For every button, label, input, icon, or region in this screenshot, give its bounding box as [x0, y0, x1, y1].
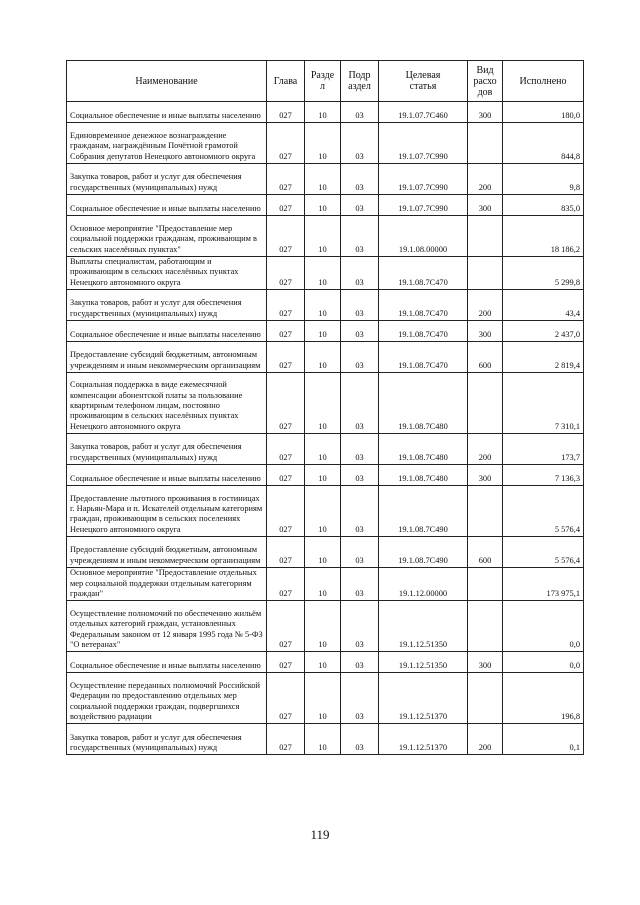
cell-glava: 027	[267, 724, 305, 755]
cell-target: 19.1.08.7С490	[379, 537, 468, 568]
header-glava	[267, 61, 305, 102]
cell-executed: 2 437,0	[503, 321, 584, 342]
cell-glava: 027	[267, 195, 305, 216]
cell-podrazdel: 03	[341, 164, 379, 195]
cell-executed: 0,0	[503, 652, 584, 673]
cell-name: Социальное обеспечение и иные выплаты населению	[67, 102, 267, 123]
cell-target: 19.1.08.7С490	[379, 486, 468, 537]
cell-vid: 200	[468, 724, 503, 755]
header-executed	[503, 61, 584, 102]
cell-razdel: 10	[305, 290, 341, 321]
cell-podrazdel: 03	[341, 216, 379, 257]
cell-name: Социальное обеспечение и иные выплаты населению	[67, 465, 267, 486]
cell-razdel: 10	[305, 123, 341, 164]
cell-vid	[468, 216, 503, 257]
cell-name: Предоставление субсидий бюджетным, автономным учреждениям и иным некоммерческим организациям	[67, 342, 267, 373]
cell-podrazdel: 03	[341, 537, 379, 568]
header-line: дов	[477, 86, 493, 98]
cell-glava: 027	[267, 673, 305, 724]
cell-razdel: 10	[305, 195, 341, 216]
cell-vid: 300	[468, 195, 503, 216]
cell-glava: 027	[267, 321, 305, 342]
cell-target: 19.1.08.7С480	[379, 373, 468, 434]
cell-target: 19.1.08.7С470	[379, 321, 468, 342]
cell-name: Закупка товаров, работ и услуг для обеспечения государственных (муниципальных) нужд	[67, 724, 267, 755]
table-row	[67, 257, 584, 290]
cell-glava: 027	[267, 290, 305, 321]
cell-executed: 7 136,3	[503, 465, 584, 486]
cell-razdel: 10	[305, 537, 341, 568]
table-row	[67, 164, 584, 195]
page-number: 119	[310, 827, 330, 842]
cell-podrazdel: 03	[341, 486, 379, 537]
cell-vid: 300	[468, 321, 503, 342]
cell-razdel: 10	[305, 342, 341, 373]
cell-target: 19.1.08.00000	[379, 216, 468, 257]
cell-glava: 027	[267, 373, 305, 434]
cell-podrazdel: 03	[341, 373, 379, 434]
budget-table	[66, 60, 584, 755]
header-line: Подр	[348, 70, 371, 81]
header-line: расхо	[473, 75, 497, 87]
cell-name: Основное мероприятие "Предоставление отдельных мер социальной поддержки отдельным категориям граждан"	[67, 568, 267, 601]
cell-podrazdel: 03	[341, 673, 379, 724]
cell-razdel: 10	[305, 724, 341, 755]
cell-razdel: 10	[305, 601, 341, 652]
cell-glava: 027	[267, 123, 305, 164]
cell-razdel: 10	[305, 568, 341, 601]
cell-target: 19.1.12.51350	[379, 601, 468, 652]
cell-target: 19.1.12.51370	[379, 673, 468, 724]
cell-glava: 027	[267, 465, 305, 486]
cell-vid	[468, 373, 503, 434]
cell-vid: 600	[468, 342, 503, 373]
cell-executed: 835,0	[503, 195, 584, 216]
cell-glava: 027	[267, 164, 305, 195]
cell-podrazdel: 03	[341, 342, 379, 373]
cell-glava: 027	[267, 257, 305, 290]
header-line: л	[320, 81, 325, 92]
cell-vid: 600	[468, 537, 503, 568]
cell-razdel: 10	[305, 465, 341, 486]
cell-podrazdel: 03	[341, 257, 379, 290]
cell-name: Закупка товаров, работ и услуг для обеспечения государственных (муниципальных) нужд	[67, 290, 267, 321]
cell-glava: 027	[267, 102, 305, 123]
cell-vid	[468, 257, 503, 290]
header-line: Целевая	[405, 70, 441, 81]
header-name: Наименование	[67, 61, 267, 102]
cell-razdel: 10	[305, 486, 341, 537]
table-row	[67, 434, 584, 465]
cell-name: Осуществление переданных полномочий Российской Федерации по предоставлению отдельных мер социальной поддержки граждан, подвергшихся воздействию радиации	[67, 673, 267, 724]
table-header-row	[67, 61, 584, 102]
table-row	[67, 673, 584, 724]
cell-vid	[468, 673, 503, 724]
cell-razdel: 10	[305, 216, 341, 257]
cell-target: 19.1.07.7С990	[379, 123, 468, 164]
table-row	[67, 342, 584, 373]
table-row	[67, 601, 584, 652]
cell-name: Закупка товаров, работ и услуг для обеспечения государственных (муниципальных) нужд	[67, 434, 267, 465]
cell-vid: 200	[468, 434, 503, 465]
cell-podrazdel: 03	[341, 465, 379, 486]
cell-executed: 9,8	[503, 164, 584, 195]
cell-target: 19.1.08.7С470	[379, 342, 468, 373]
table-body	[67, 102, 584, 755]
cell-razdel: 10	[305, 164, 341, 195]
header-line: Вид	[476, 64, 494, 76]
cell-razdel: 10	[305, 102, 341, 123]
cell-target: 19.1.07.7С990	[379, 164, 468, 195]
cell-executed: 173,7	[503, 434, 584, 465]
cell-podrazdel: 03	[341, 601, 379, 652]
cell-executed: 43,4	[503, 290, 584, 321]
cell-target: 19.1.12.00000	[379, 568, 468, 601]
cell-executed: 173 975,1	[503, 568, 584, 601]
cell-executed: 844,8	[503, 123, 584, 164]
cell-razdel: 10	[305, 673, 341, 724]
cell-podrazdel: 03	[341, 652, 379, 673]
cell-name: Социальное обеспечение и иные выплаты населению	[67, 652, 267, 673]
table-row	[67, 724, 584, 755]
cell-executed: 0,1	[503, 724, 584, 755]
table-row	[67, 652, 584, 673]
cell-executed: 196,8	[503, 673, 584, 724]
cell-name: Социальная поддержка в виде ежемесячной компенсации абонентской платы за пользование квартирным телефоном лицам, постоянно проживающим в сельских населённых пунктах Ненецкого автономного округа	[67, 373, 267, 434]
cell-target: 19.1.08.7С480	[379, 465, 468, 486]
cell-executed: 5 576,4	[503, 486, 584, 537]
cell-vid: 300	[468, 652, 503, 673]
cell-target: 19.1.08.7С480	[379, 434, 468, 465]
cell-executed: 7 310,1	[503, 373, 584, 434]
cell-vid	[468, 123, 503, 164]
cell-name: Основное мероприятие "Предоставление мер социальной поддержки гражданам, проживающим в сельских населённых пунктах"	[67, 216, 267, 257]
table-row	[67, 465, 584, 486]
cell-name: Осуществление полномочий по обеспечению жильём отдельных категорий граждан, установленных Федеральным законом от 12 января 1995 года № 5-ФЗ "О ветеранах"	[67, 601, 267, 652]
cell-name: Закупка товаров, работ и услуг для обеспечения государственных (муниципальных) нужд	[67, 164, 267, 195]
cell-glava: 027	[267, 601, 305, 652]
cell-podrazdel: 03	[341, 102, 379, 123]
table-row	[67, 216, 584, 257]
cell-target: 19.1.12.51350	[379, 652, 468, 673]
header-razdel	[305, 61, 341, 102]
header-line: аздел	[348, 81, 371, 92]
cell-podrazdel: 03	[341, 195, 379, 216]
cell-glava: 027	[267, 568, 305, 601]
cell-razdel: 10	[305, 321, 341, 342]
cell-podrazdel: 03	[341, 290, 379, 321]
cell-target: 19.1.12.51370	[379, 724, 468, 755]
cell-target: 19.1.08.7С470	[379, 290, 468, 321]
header-vid	[468, 61, 503, 102]
cell-name: Предоставление субсидий бюджетным, автономным учреждениям и иным некоммерческим организациям	[67, 537, 267, 568]
table-row	[67, 321, 584, 342]
cell-vid: 300	[468, 102, 503, 123]
cell-razdel: 10	[305, 373, 341, 434]
cell-podrazdel: 03	[341, 123, 379, 164]
cell-executed: 180,0	[503, 102, 584, 123]
header-target	[379, 61, 468, 102]
cell-glava: 027	[267, 486, 305, 537]
cell-executed: 0,0	[503, 601, 584, 652]
table-row	[67, 123, 584, 164]
table-row	[67, 568, 584, 601]
cell-target: 19.1.08.7С470	[379, 257, 468, 290]
table-row	[67, 537, 584, 568]
table-row	[67, 195, 584, 216]
cell-vid: 200	[468, 164, 503, 195]
cell-target: 19.1.07.7С460	[379, 102, 468, 123]
cell-razdel: 10	[305, 652, 341, 673]
cell-name: Выплаты специалистам, работающим и проживающим в сельских населённых пунктах Ненецкого автономного округа	[67, 257, 267, 290]
cell-glava: 027	[267, 434, 305, 465]
table-row	[67, 102, 584, 123]
table-row	[67, 290, 584, 321]
cell-glava: 027	[267, 342, 305, 373]
cell-vid	[468, 601, 503, 652]
header-podrazdel	[341, 61, 379, 102]
header-line: статья	[409, 81, 437, 92]
cell-target: 19.1.07.7С990	[379, 195, 468, 216]
cell-razdel: 10	[305, 257, 341, 290]
cell-glava: 027	[267, 652, 305, 673]
cell-executed: 5 299,8	[503, 257, 584, 290]
cell-podrazdel: 03	[341, 724, 379, 755]
cell-razdel: 10	[305, 434, 341, 465]
cell-vid	[468, 568, 503, 601]
header-line: Разде	[310, 70, 335, 81]
cell-vid: 200	[468, 290, 503, 321]
cell-name: Социальное обеспечение и иные выплаты населению	[67, 321, 267, 342]
header-line: Глава	[273, 75, 298, 87]
cell-executed: 18 186,2	[503, 216, 584, 257]
cell-executed: 2 819,4	[503, 342, 584, 373]
cell-name: Социальное обеспечение и иные выплаты населению	[67, 195, 267, 216]
cell-name: Предоставление льготного проживания в гостиницах г. Нарьян-Мара и п. Искателей отдельным категориям граждан, проживающим в сельских поселениях Ненецкого автономного округа	[67, 486, 267, 537]
cell-vid: 300	[468, 465, 503, 486]
table-row	[67, 486, 584, 537]
table-row	[67, 373, 584, 434]
cell-podrazdel: 03	[341, 434, 379, 465]
cell-podrazdel: 03	[341, 321, 379, 342]
cell-glava: 027	[267, 216, 305, 257]
cell-vid	[468, 486, 503, 537]
cell-executed: 5 576,4	[503, 537, 584, 568]
cell-name: Единовременное денежное вознаграждение гражданам, награждённым Почётной грамотой Собрания депутатов Ненецкого автономного округа	[67, 123, 267, 164]
cell-podrazdel: 03	[341, 568, 379, 601]
header-line: Исполнено	[519, 75, 567, 87]
cell-glava: 027	[267, 537, 305, 568]
